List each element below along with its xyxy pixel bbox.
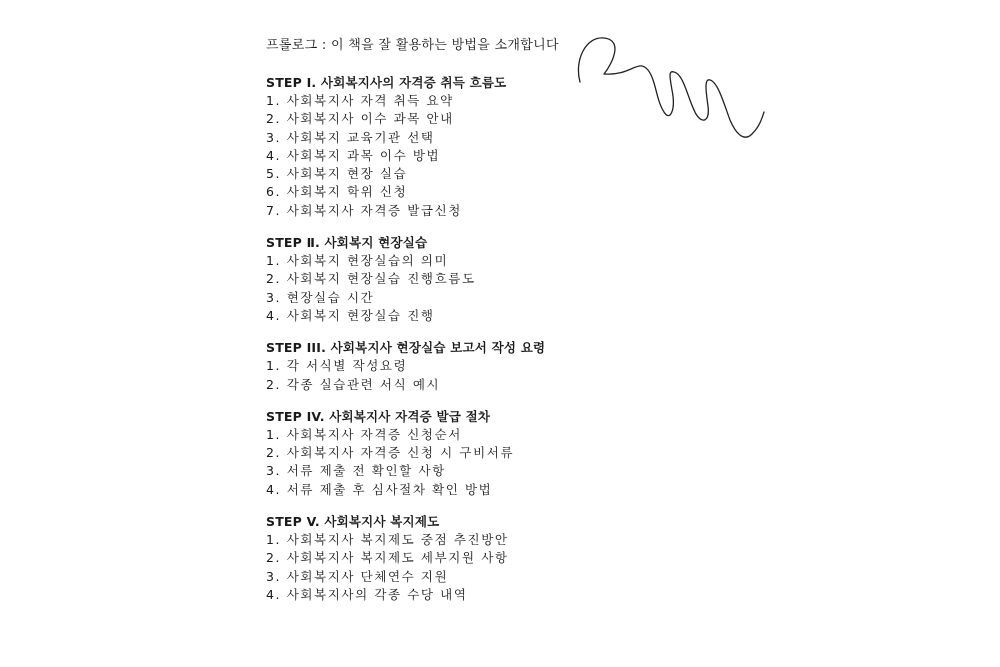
toc-item: 5. 사회복지 현장 실습 xyxy=(266,166,408,182)
step-heading: STEP Ⅱ. 사회복지 현장실습 xyxy=(266,235,428,251)
toc-item: 4. 서류 제출 후 심사절차 확인 방법 xyxy=(266,481,493,497)
toc-item: 2. 사회복지사 이수 과목 안내 xyxy=(266,111,454,127)
section-step-4 xyxy=(266,408,826,499)
toc-item: 4. 사회복지 과목 이수 방법 xyxy=(266,147,441,163)
toc-item: 2. 사회복지사 자격증 신청 시 구비서류 xyxy=(266,445,515,461)
hand-drawn-scribble-icon xyxy=(572,30,772,150)
step-heading: STEP III. 사회복지사 현장실습 보고서 작성 요령 xyxy=(266,340,546,356)
toc-item: 1. 사회복지사 자격증 신청순서 xyxy=(266,426,462,442)
toc-item: 3. 서류 제출 전 확인할 사항 xyxy=(266,463,446,479)
toc-item: 1. 사회복지사 복지제도 중점 추진방안 xyxy=(266,532,509,548)
toc-item: 1. 사회복지 현장실습의 의미 xyxy=(266,253,449,269)
section-step-2 xyxy=(266,234,826,325)
toc-item: 2. 사회복지사 복지제도 세부지원 사항 xyxy=(266,550,509,566)
step-heading: STEP V. 사회복지사 복지제도 xyxy=(266,514,440,530)
step-heading: STEP IV. 사회복지사 자격증 발급 절차 xyxy=(266,408,491,424)
section-step-3 xyxy=(266,339,826,394)
toc-item: 3. 사회복지 교육기관 선택 xyxy=(266,129,435,145)
prologue-line: 프롤로그 : 이 책을 잘 활용하는 방법을 소개합니다 xyxy=(266,38,559,53)
toc-item: 2. 각종 실습관련 서식 예시 xyxy=(266,376,441,392)
step-heading: STEP Ⅰ. 사회복지사의 자격증 취득 흐름도 xyxy=(266,75,507,90)
toc-item: 6. 사회복지 학위 신청 xyxy=(266,184,408,200)
section-step-5 xyxy=(266,513,826,604)
toc-item: 4. 사회복지사의 각종 수당 내역 xyxy=(266,586,468,602)
toc-item: 7. 사회복지사 자격증 발급신청 xyxy=(266,202,462,218)
toc-item: 3. 사회복지사 단체연수 지원 xyxy=(266,568,449,584)
toc-item: 3. 현장실습 시간 xyxy=(266,289,375,305)
toc-item: 4. 사회복지 현장실습 진행 xyxy=(266,307,435,323)
toc-item: 2. 사회복지 현장실습 진행흐름도 xyxy=(266,271,476,287)
toc-item: 1. 각 서식별 작성요령 xyxy=(266,358,408,374)
toc-item: 1. 사회복지사 자격 취득 요약 xyxy=(266,93,454,108)
